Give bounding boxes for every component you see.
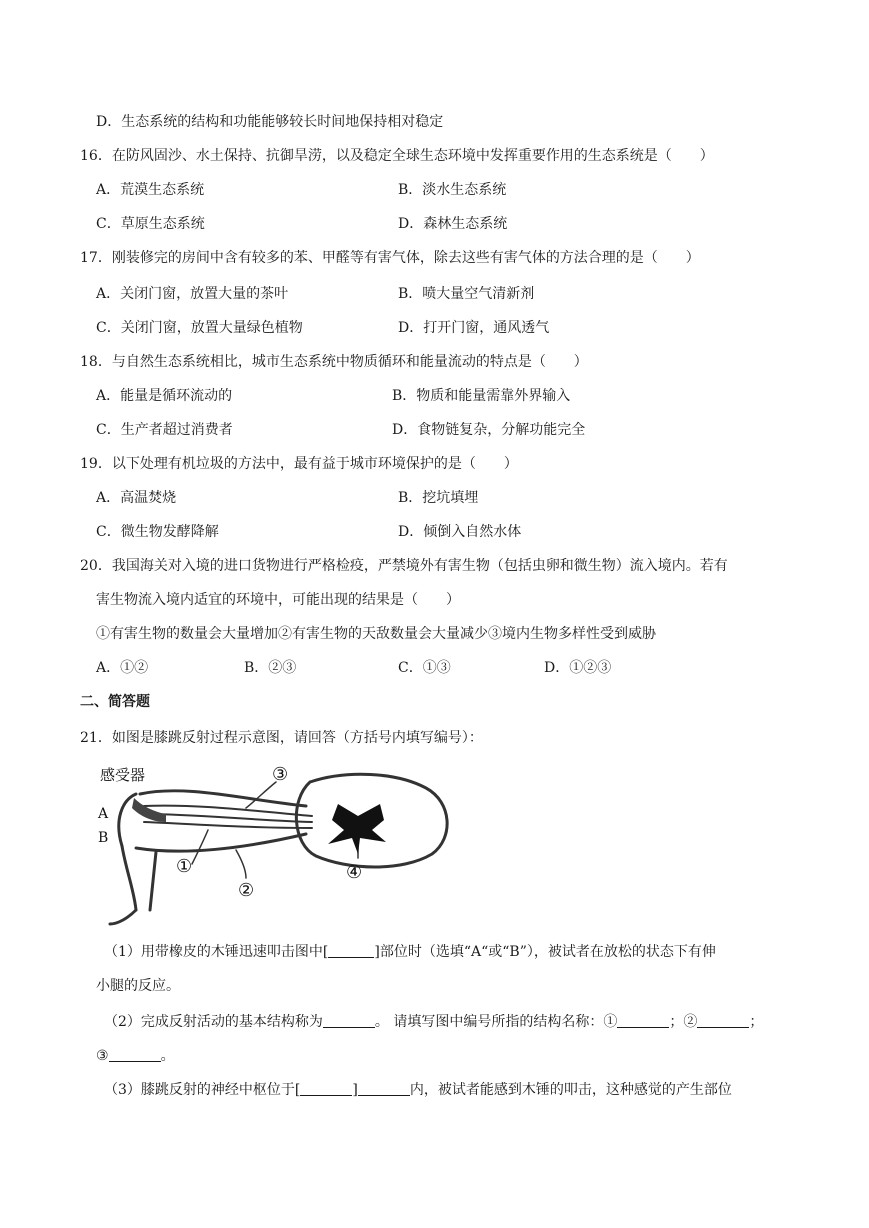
q17-option-d: D．打开门窗，通风透气 [398,320,550,336]
q16-option-d: D．森林生态系统 [398,216,508,232]
q20-option-b: B．②③ [244,660,297,676]
label-b: B [98,830,109,846]
q16-stem: 16．在防风固沙、水土保持、抗御旱涝，以及稳定全球生态环境中发挥重要作用的生态系统是（ ） [80,148,714,164]
label-4: ④ [346,862,363,883]
q18-stem: 18．与自然生态系统相比，城市生态系统中物质循环和能量流动的特点是（ ） [80,354,588,370]
q18-option-a: A．能量是循环流动的 [96,388,233,404]
q20-statements: ①有害生物的数量会大量增加②有害生物的天敌数量会大量减少③境内生物多样性受到威胁 [96,626,656,642]
q17-option-a: A．关闭门窗，放置大量的茶叶 [96,286,289,302]
q15-option-d: D．生态系统的结构和功能能够较长时间地保持相对稳定 [96,114,444,130]
q19-option-d: D．倾倒入自然水体 [398,524,522,540]
q16-option-b: B．淡水生态系统 [398,182,507,198]
thigh-upper-edge [140,791,306,806]
label-2: ② [238,880,255,901]
shin-back [150,852,156,910]
q21-part2-text-c: ；② [669,1014,698,1030]
q21-part2-blank-1[interactable] [617,1013,669,1028]
q21-part1-blank[interactable] [328,943,374,958]
q21-part2-text-a: （2）完成反射活动的基本结构称为 [104,1014,323,1030]
q19-option-c: C．微生物发酵降解 [96,524,219,540]
q19-stem: 19．以下处理有机垃圾的方法中，最有益于城市环境保护的是（ ） [80,456,518,472]
q18-option-c: C．生产者超过消费者 [96,422,233,438]
q20-option-c: C．①③ [398,660,451,676]
q16-option-a: A．荒漠生态系统 [96,182,205,198]
q17-option-b: B．喷大量空气清新剂 [398,286,535,302]
q21-part3-text-c: 内，被试者能感到木锤的叩击，这种感觉的产生部位 [409,1082,732,1098]
label-1: ① [176,856,193,877]
grey-matter-shape [328,804,386,854]
label-a: A [98,806,109,822]
q21-part2-line1 [104,1012,763,1032]
q21-part1-line2: 小腿的反应。 [96,978,180,994]
q20-stem-line2: 害生物流入境内适宜的环境中，可能出现的结果是（ ） [96,592,460,608]
q21-part2-text-d: ； [749,1014,764,1030]
q20-option-d: D．①②③ [544,660,612,676]
foot [110,910,136,924]
q17-stem: 17．刚装修完的房间中含有较多的苯、甲醛等有害气体，除去这些有害气体的方法合理的是（ ） [80,250,700,266]
q21-part1-line1 [104,942,716,962]
q21-part2-blank-structure[interactable] [323,1013,375,1028]
label-3: ③ [272,764,289,785]
q20-option-a: A．①② [96,660,149,676]
q21-stem: 21．如图是膝跳反射过程示意图，请回答（方括号内填写编号）： [80,730,483,746]
shin-front [122,846,136,910]
q21-part3-text-b: ] [352,1082,358,1098]
q17-option-c: C．关闭门窗，放置大量绿色植物 [96,320,303,336]
q21-part3-line1 [104,1080,732,1100]
section-heading: 二、简答题 [80,694,150,710]
q21-part1-text-b: ]部位时（选填“A“或“B”），被试者在放松的状态下有伸 [374,944,716,960]
knee-jerk-reflex-diagram [96,760,462,930]
q18-option-d: D．食物链复杂，分解功能完全 [392,422,586,438]
q21-part1-text-a: （1）用带橡皮的木锤迅速叩击图中[ [104,944,329,960]
q21-part2-text-b: 。 请填写图中编号所指的结构名称：① [374,1014,618,1030]
q21-part3-blank-number[interactable] [300,1081,352,1096]
q19-option-b: B．挖坑填埋 [398,490,479,506]
q19-option-a: A．高温焚烧 [96,490,177,506]
thigh-lower-edge [136,834,306,851]
receptor-shading [132,798,166,822]
q18-option-b: B．物质和能量需靠外界输入 [392,388,571,404]
q21-part2-text-f: 。 [160,1048,175,1064]
q21-part2-text-e: ③ [96,1048,109,1064]
q21-part2-line2 [96,1046,175,1066]
q21-part3-text-a: （3）膝跳反射的神经中枢位于[ [104,1082,301,1098]
q21-part2-blank-3[interactable] [109,1047,161,1062]
q21-part2-blank-2[interactable] [697,1013,749,1028]
label-receptor: 感受器 [100,766,146,784]
q16-option-c: C．草原生态系统 [96,216,205,232]
q20-stem-line1: 20．我国海关对入境的进口货物进行严格检疫，严禁境外有害生物（包括虫卵和微生物）流入境内。若有 [80,558,728,574]
q21-part3-blank-name[interactable] [358,1081,410,1096]
